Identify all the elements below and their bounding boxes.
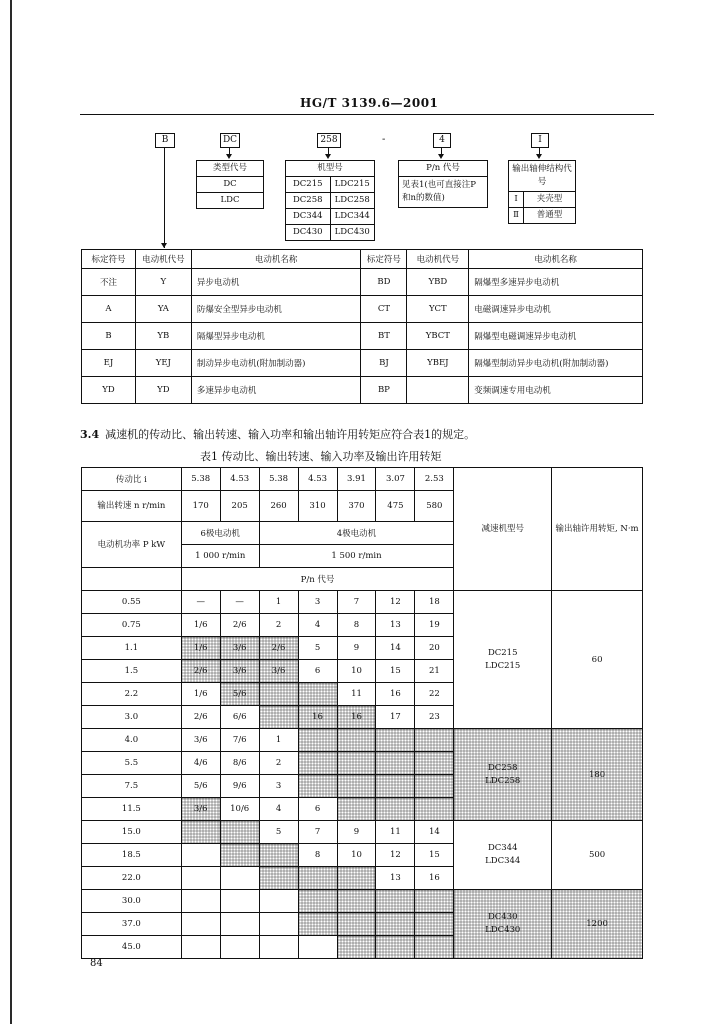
cell: 变频调速专用电动机 <box>469 377 643 404</box>
model-code-value: LDC215 <box>334 179 370 189</box>
model-code-row <box>286 224 374 240</box>
pn-cell: 10/6 <box>220 798 259 821</box>
speed-cell: 310 <box>298 491 337 522</box>
pn-cell <box>220 936 259 959</box>
pn-cell <box>220 867 259 890</box>
pn-cell: 4 <box>298 614 337 637</box>
pn-cell: 6 <box>298 798 337 821</box>
pn-cell: 2/6 <box>181 660 220 683</box>
pn-cell <box>220 913 259 936</box>
torque-group-4: 1200 <box>552 890 643 959</box>
pn-cell <box>220 821 259 844</box>
pn-cell <box>259 913 298 936</box>
table-row <box>82 377 643 404</box>
shaft-code-row <box>509 191 575 207</box>
cell: 电磁调速异步电动机 <box>469 296 643 323</box>
model-code-row <box>286 208 374 224</box>
cell: 隔爆型制动异步电动机(附加制动器) <box>469 350 643 377</box>
pn-cell <box>298 890 337 913</box>
pn-cell <box>298 913 337 936</box>
model-code-value: DC430 <box>286 225 331 240</box>
speed-cell: 205 <box>220 491 259 522</box>
power-cell: 22.0 <box>82 867 182 890</box>
power-cell: 7.5 <box>82 775 182 798</box>
pn-cell: 1 <box>259 729 298 752</box>
cell <box>407 377 469 404</box>
pn-cell <box>415 729 454 752</box>
section-3-4 <box>80 426 475 442</box>
pn-cell: 3/6 <box>181 729 220 752</box>
torque-header: 输出轴许用转矩, N·m <box>552 468 643 591</box>
arrow-shaft <box>536 154 542 159</box>
type-code-item: DC <box>197 176 263 192</box>
model-code-value: LDC258 <box>334 195 370 205</box>
pn-cell <box>376 913 415 936</box>
pn-cell <box>415 752 454 775</box>
power-cell: 1.5 <box>82 660 182 683</box>
pn-cell: 2 <box>259 752 298 775</box>
model-code-value: DC344 <box>286 209 331 224</box>
ratio-row <box>82 468 643 491</box>
code-box-4: 4 <box>433 133 451 148</box>
speed-cell: 260 <box>259 491 298 522</box>
pn-cell <box>181 936 220 959</box>
pn-cell: 18 <box>415 591 454 614</box>
power-cell: 30.0 <box>82 890 182 913</box>
arrow-258 <box>325 154 331 159</box>
pn-cell <box>220 890 259 913</box>
ratio-cell: 4.53 <box>220 468 259 491</box>
pn-code-header: P/n 代号 <box>181 568 454 591</box>
pn-cell <box>376 890 415 913</box>
section-number: 3.4 <box>80 428 100 441</box>
pn-cell: 9 <box>337 637 376 660</box>
pn-cell: 15 <box>376 660 415 683</box>
cell: CT <box>361 296 407 323</box>
model-code-row <box>286 176 374 192</box>
pn-cell: 20 <box>415 637 454 660</box>
table-row <box>82 591 643 614</box>
shaft-code-row <box>509 207 575 223</box>
header-rule <box>80 114 654 115</box>
pn-cell: 1/6 <box>181 614 220 637</box>
model-code-value: LDC344 <box>334 211 370 221</box>
power-label: 电动机功率 P kW <box>82 522 182 568</box>
pn-cell <box>181 867 220 890</box>
ratio-cell: 3.91 <box>337 468 376 491</box>
pn-cell: 16 <box>415 867 454 890</box>
pn-cell: 8 <box>337 614 376 637</box>
pn-cell <box>337 775 376 798</box>
table-row <box>82 350 643 377</box>
shaft-code-symbol: Ⅱ <box>509 208 524 223</box>
pn-cell: 3 <box>298 591 337 614</box>
pn-cell: 11 <box>376 821 415 844</box>
power-cell: 4.0 <box>82 729 182 752</box>
power-cell: 37.0 <box>82 913 182 936</box>
cell: YD <box>82 377 136 404</box>
pn-cell <box>298 867 337 890</box>
pn-code-box <box>398 160 488 208</box>
cell: A <box>82 296 136 323</box>
code-separator: - <box>382 134 386 145</box>
power-cell: 5.5 <box>82 752 182 775</box>
pn-cell <box>376 729 415 752</box>
pn-cell: 5 <box>259 821 298 844</box>
cell: YBD <box>407 269 469 296</box>
speed-cell: 580 <box>415 491 454 522</box>
pn-cell: 5/6 <box>181 775 220 798</box>
pn-cell: 4/6 <box>181 752 220 775</box>
pn-cell: 3/6 <box>181 798 220 821</box>
pn-cell <box>298 683 337 706</box>
motor-table-header <box>82 250 643 269</box>
pn-cell <box>181 890 220 913</box>
type-code-title: 类型代号 <box>212 163 247 173</box>
pn-cell <box>337 752 376 775</box>
cell: YCT <box>407 296 469 323</box>
power-cell: 18.5 <box>82 844 182 867</box>
ratio-cell: 5.38 <box>181 468 220 491</box>
cell: 隔爆型异步电动机 <box>191 323 361 350</box>
table-row <box>82 296 643 323</box>
pn-cell <box>337 936 376 959</box>
type-code-box <box>196 160 264 209</box>
code-box-shaft: Ⅰ <box>531 133 549 148</box>
model-code-title: 机型号 <box>317 163 343 173</box>
pn-cell <box>298 775 337 798</box>
pn-cell <box>220 844 259 867</box>
table-row <box>82 323 643 350</box>
ratio-cell: 4.53 <box>298 468 337 491</box>
pn-cell: 7/6 <box>220 729 259 752</box>
page-number: 84 <box>90 958 103 969</box>
pn-cell <box>337 729 376 752</box>
torque-group-1: 60 <box>552 591 643 729</box>
pn-cell: 3/6 <box>259 660 298 683</box>
reducer-group-4: DC430 LDC430 <box>454 890 552 959</box>
pn-code-title: P/n 代号 <box>426 163 460 173</box>
power-cell: 2.2 <box>82 683 182 706</box>
pn-cell: 11 <box>337 683 376 706</box>
pn-cell: 22 <box>415 683 454 706</box>
reducer-model-header: 减速机型号 <box>454 468 552 591</box>
ratio-label: 传动比 i <box>82 468 182 491</box>
pole6-label: 6极电动机 <box>181 522 259 545</box>
ratio-cell: 5.38 <box>259 468 298 491</box>
shaft-code-name: 普通型 <box>536 210 563 220</box>
pn-code-note: 见表1(也可直接注P和n的数值) <box>399 176 487 207</box>
pn-cell: 3/6 <box>220 637 259 660</box>
pn-cell: 6/6 <box>220 706 259 729</box>
arrow-4 <box>438 154 444 159</box>
pn-cell <box>298 729 337 752</box>
pn-cell <box>259 867 298 890</box>
cell: BJ <box>361 350 407 377</box>
pn-cell: 7 <box>337 591 376 614</box>
pn-cell: 6 <box>298 660 337 683</box>
pn-cell <box>259 890 298 913</box>
reducer-group-1: DC215 LDC215 <box>454 591 552 729</box>
cell: 防爆安全型异步电动机 <box>191 296 361 323</box>
cell: BP <box>361 377 407 404</box>
pn-cell <box>415 798 454 821</box>
pn-cell: 2 <box>259 614 298 637</box>
shaft-code-title: 输出轴伸结构代号 <box>512 164 572 187</box>
pn-cell <box>376 936 415 959</box>
pn-cell <box>415 890 454 913</box>
pn-cell: 16 <box>337 706 376 729</box>
pn-cell: 12 <box>376 844 415 867</box>
header-cell: 标定符号 <box>82 250 136 269</box>
code-box-dc: DC <box>220 133 240 148</box>
pn-cell <box>376 775 415 798</box>
torque-group-3: 500 <box>552 821 643 890</box>
header-cell: 电动机代号 <box>135 250 191 269</box>
shaft-code-box <box>508 160 576 224</box>
pn-cell <box>337 798 376 821</box>
pn-cell: 5/6 <box>220 683 259 706</box>
pn-cell <box>259 844 298 867</box>
scan-edge <box>10 0 12 1024</box>
cell: Y <box>135 269 191 296</box>
pn-cell <box>337 867 376 890</box>
speed-cell: 475 <box>376 491 415 522</box>
power-cell: 45.0 <box>82 936 182 959</box>
model-code-box <box>285 160 375 241</box>
header-cell: 电动机名称 <box>191 250 361 269</box>
cell: 多速异步电动机 <box>191 377 361 404</box>
ratio-cell: 2.53 <box>415 468 454 491</box>
model-code-row <box>286 192 374 208</box>
power-cell: 3.0 <box>82 706 182 729</box>
pn-cell <box>259 936 298 959</box>
pn-cell <box>181 844 220 867</box>
pole4-label: 4极电动机 <box>259 522 454 545</box>
table-row <box>82 890 643 913</box>
pn-cell <box>337 913 376 936</box>
pn-cell: 3/6 <box>220 660 259 683</box>
standard-number: HG/T 3139.6—2001 <box>300 96 439 110</box>
blank-cell <box>82 568 182 591</box>
pn-cell <box>298 936 337 959</box>
power-cell: 15.0 <box>82 821 182 844</box>
table-row <box>82 729 643 752</box>
cell: YD <box>135 377 191 404</box>
ratio-cell: 3.07 <box>376 468 415 491</box>
power-cell: 0.75 <box>82 614 182 637</box>
pn-cell: 5 <box>298 637 337 660</box>
pn-cell: 13 <box>376 614 415 637</box>
cell: 不注 <box>82 269 136 296</box>
rpm6-label: 1 000 r/min <box>181 545 259 568</box>
pn-cell: 16 <box>376 683 415 706</box>
pn-cell <box>415 936 454 959</box>
pn-cell: 14 <box>415 821 454 844</box>
pn-cell <box>181 913 220 936</box>
pn-cell: 16 <box>298 706 337 729</box>
shaft-code-symbol: Ⅰ <box>509 192 524 207</box>
header-cell: 标定符号 <box>361 250 407 269</box>
type-code-item: LDC <box>197 192 263 208</box>
pn-cell <box>181 821 220 844</box>
pn-cell: 3 <box>259 775 298 798</box>
model-code-value: DC215 <box>286 177 331 192</box>
pn-cell: 7 <box>298 821 337 844</box>
pn-cell: 2/6 <box>259 637 298 660</box>
power-cell: 0.55 <box>82 591 182 614</box>
pn-cell <box>415 913 454 936</box>
pn-cell: 4 <box>259 798 298 821</box>
pn-cell: 9/6 <box>220 775 259 798</box>
pn-cell: 12 <box>376 591 415 614</box>
pn-cell <box>298 752 337 775</box>
pn-cell: 1/6 <box>181 637 220 660</box>
cell: 隔爆型电磁调速异步电动机 <box>469 323 643 350</box>
power-cell: 11.5 <box>82 798 182 821</box>
ratio-table <box>81 467 643 959</box>
pn-cell: 13 <box>376 867 415 890</box>
pn-cell: 9 <box>337 821 376 844</box>
pn-cell <box>259 706 298 729</box>
shaft-code-name: 夹壳型 <box>536 194 563 204</box>
motor-code-table <box>81 249 643 404</box>
pn-cell: 1/6 <box>181 683 220 706</box>
pn-cell <box>259 683 298 706</box>
cell: YA <box>135 296 191 323</box>
pn-cell: 23 <box>415 706 454 729</box>
table-row <box>82 269 643 296</box>
table-row <box>82 821 643 844</box>
pn-cell: — <box>181 591 220 614</box>
pn-cell <box>376 798 415 821</box>
pn-cell: 15 <box>415 844 454 867</box>
cell: YBEJ <box>407 350 469 377</box>
cell: YEJ <box>135 350 191 377</box>
pn-cell: 1 <box>259 591 298 614</box>
pn-cell: 2/6 <box>181 706 220 729</box>
header-cell: 电动机名称 <box>469 250 643 269</box>
cell: B <box>82 323 136 350</box>
speed-cell: 170 <box>181 491 220 522</box>
speed-label: 输出转速 n r/min <box>82 491 182 522</box>
pn-cell: — <box>220 591 259 614</box>
arrow-b <box>161 243 167 248</box>
pn-cell <box>415 775 454 798</box>
model-code-value: DC258 <box>286 193 331 208</box>
section-text: 减速机的传动比、输出转速、输入功率和输出轴许用转矩应符合表1的规定。 <box>105 428 476 441</box>
header-cell: 电动机代号 <box>407 250 469 269</box>
arrow-dc <box>226 154 232 159</box>
pn-cell <box>376 752 415 775</box>
reducer-group-3: DC344 LDC344 <box>454 821 552 890</box>
cell: EJ <box>82 350 136 377</box>
pn-cell: 2/6 <box>220 614 259 637</box>
cell: 异步电动机 <box>191 269 361 296</box>
leader-b <box>164 147 165 248</box>
cell: BD <box>361 269 407 296</box>
speed-cell: 370 <box>337 491 376 522</box>
pn-cell: 10 <box>337 844 376 867</box>
pn-cell: 10 <box>337 660 376 683</box>
code-box-b: B <box>155 133 175 148</box>
pn-cell: 14 <box>376 637 415 660</box>
pn-cell: 8/6 <box>220 752 259 775</box>
cell: 隔爆型多速异步电动机 <box>469 269 643 296</box>
pn-cell: 17 <box>376 706 415 729</box>
rpm4-label: 1 500 r/min <box>259 545 454 568</box>
cell: BT <box>361 323 407 350</box>
code-box-258: 258 <box>317 133 341 148</box>
pn-cell <box>337 890 376 913</box>
pn-cell: 19 <box>415 614 454 637</box>
pn-cell: 8 <box>298 844 337 867</box>
cell: 制动异步电动机(附加制动器) <box>191 350 361 377</box>
pn-cell: 21 <box>415 660 454 683</box>
cell: YBCT <box>407 323 469 350</box>
cell: YB <box>135 323 191 350</box>
table1-caption: 表1 传动比、输出转速、输入功率及输出许用转矩 <box>200 450 442 463</box>
power-cell: 1.1 <box>82 637 182 660</box>
reducer-group-2: DC258 LDC258 <box>454 729 552 821</box>
model-code-value: LDC430 <box>334 227 370 237</box>
torque-group-2: 180 <box>552 729 643 821</box>
